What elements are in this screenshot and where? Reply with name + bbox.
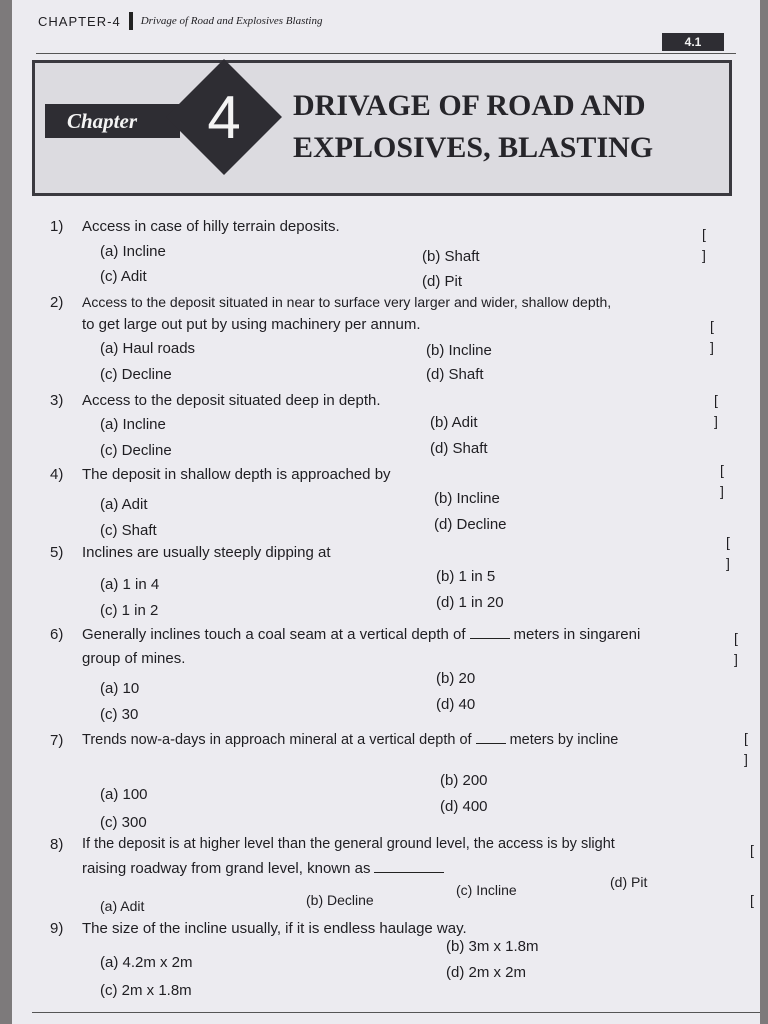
option-b: (b) Incline <box>434 490 500 507</box>
option-c: (c) Incline <box>456 882 517 898</box>
question-text-line2: group of mines. <box>82 650 186 667</box>
question-text: Access in case of hilly terrain deposits. <box>82 218 340 235</box>
question-text: The size of the incline usually, if it is endless haulage way. <box>82 920 467 937</box>
option-a: (a) Incline <box>100 243 166 260</box>
question-text-part2: meters in singareni <box>513 626 641 643</box>
option-b: (b) Incline <box>426 342 492 359</box>
option-d: (d) Decline <box>434 516 507 533</box>
option-d: (d) 400 <box>440 798 488 815</box>
option-a: (a) Adit <box>100 898 145 914</box>
option-c: (c) Decline <box>100 366 172 383</box>
option-d: (d) 1 in 20 <box>436 594 504 611</box>
question-text: Inclines are usually steeply dipping at <box>82 544 331 561</box>
answer-bracket: [ <box>750 892 760 908</box>
question-text-line2: to get large out put by using machinery per annum. <box>82 316 421 333</box>
question-number: 1) <box>50 218 64 235</box>
option-b: (b) 1 in 5 <box>436 568 496 585</box>
chapter-number: 4 <box>207 84 241 151</box>
question-text-part1: Generally inclines touch a coal seam at a vertical depth of <box>82 626 466 643</box>
header-rule <box>36 53 736 54</box>
option-a: (a) 100 <box>100 786 148 803</box>
question-number: 9) <box>50 920 64 937</box>
answer-bracket: [ <box>750 842 760 858</box>
option-d: (d) 2m x 2m <box>446 964 527 981</box>
option-c: (c) Decline <box>100 442 172 459</box>
question-number: 4) <box>50 466 64 483</box>
question-number: 5) <box>50 544 64 561</box>
option-d: (d) 40 <box>436 696 476 713</box>
answer-blank <box>470 626 510 639</box>
answer-blank <box>374 860 444 873</box>
chapter-title-line2: EXPLOSIVES, BLASTING <box>293 131 654 164</box>
question-text: Access to the deposit situated deep in depth. <box>82 392 381 409</box>
question-text-line2 <box>82 858 448 879</box>
book-page <box>12 0 760 1024</box>
option-c: (c) 30 <box>100 706 139 723</box>
option-d: (d) Shaft <box>430 440 488 457</box>
option-a: (a) 1 in 4 <box>100 576 160 593</box>
page-number: 4.1 <box>662 33 724 51</box>
chapter-banner <box>32 60 732 196</box>
option-a: (a) Adit <box>100 496 148 513</box>
answer-bracket: [ ] <box>710 318 720 355</box>
running-head-chapter: CHAPTER-4 <box>38 13 121 29</box>
answer-bracket: [ ] <box>702 226 712 263</box>
answer-bracket: [ ] <box>744 730 754 767</box>
question-text <box>82 730 618 751</box>
option-a: (a) 10 <box>100 680 140 697</box>
question-text-part2: meters by incline <box>509 732 619 748</box>
option-b: (b) 3m x 1.8m <box>446 938 539 955</box>
option-c: (c) 300 <box>100 814 147 831</box>
question-text <box>82 624 640 645</box>
question-number: 3) <box>50 392 64 409</box>
answer-bracket: [ ] <box>734 630 744 667</box>
option-d: (d) Pit <box>610 874 648 890</box>
answer-bracket: [ ] <box>720 462 730 499</box>
running-head-subtitle: Drivage of Road and Explosives Blasting <box>140 15 323 27</box>
option-c: (c) 1 in 2 <box>100 602 159 619</box>
footer-rule <box>32 1012 760 1013</box>
chapter-tab: Chapter <box>45 104 180 138</box>
option-b: (b) Decline <box>306 892 374 908</box>
question-text: Access to the deposit situated in near to surface very larger and wider, shallow depth, <box>82 294 612 310</box>
question-text-line2-text: raising roadway from grand level, known as <box>82 860 371 877</box>
option-c: (c) Adit <box>100 268 147 285</box>
option-c: (c) 2m x 1.8m <box>100 982 192 999</box>
option-b: (b) Adit <box>430 414 478 431</box>
option-b: (b) Shaft <box>422 248 480 265</box>
option-d: (d) Pit <box>422 273 463 290</box>
question-number: 7) <box>50 732 64 749</box>
option-d: (d) Shaft <box>426 366 484 383</box>
option-a: (a) Haul roads <box>100 340 196 357</box>
question-text: If the deposit is at higher level than the general ground level, the access is by slight <box>82 836 615 852</box>
option-b: (b) 20 <box>436 670 476 687</box>
running-head <box>38 12 322 30</box>
answer-bracket: [ ] <box>714 392 724 429</box>
option-c: (c) Shaft <box>100 522 157 539</box>
chapter-title-line1: DRIVAGE OF ROAD AND <box>293 89 646 122</box>
option-b: (b) 200 <box>440 772 488 789</box>
option-a: (a) 4.2m x 2m <box>100 954 193 971</box>
question-number: 6) <box>50 626 64 643</box>
chapter-title <box>293 85 653 169</box>
question-number: 2) <box>50 294 64 311</box>
question-text: The deposit in shallow depth is approached by <box>82 466 391 483</box>
option-a: (a) Incline <box>100 416 166 433</box>
answer-blank <box>476 731 506 744</box>
running-head-divider <box>129 12 133 30</box>
question-number: 8) <box>50 836 64 853</box>
question-text-part1: Trends now-a-days in approach mineral at a vertical depth of <box>82 732 472 748</box>
answer-bracket: [ ] <box>726 534 736 571</box>
